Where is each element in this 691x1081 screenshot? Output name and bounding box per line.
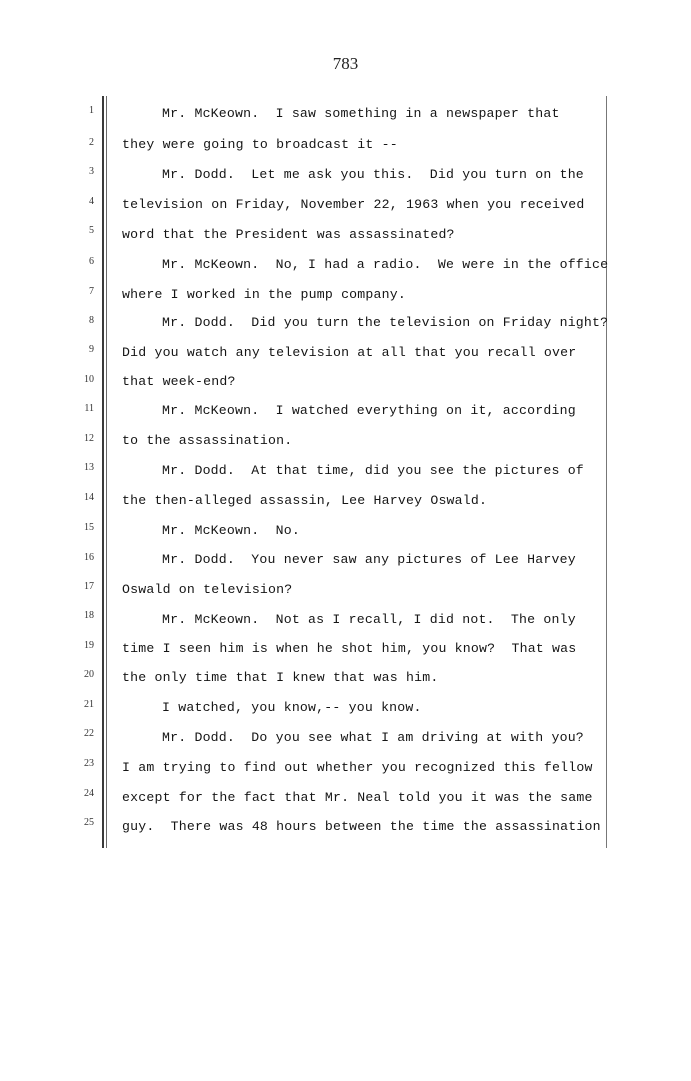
line-number: 3: [89, 166, 94, 177]
line-number: 19: [84, 640, 94, 651]
line-number: 22: [84, 728, 94, 739]
line-number: 1: [89, 105, 94, 116]
line-number: 24: [84, 788, 94, 799]
left-margin-rule: [102, 96, 104, 848]
transcript-line: the then-alleged assassin, Lee Harvey Oswald.: [122, 493, 488, 508]
line-number: 14: [84, 492, 94, 503]
transcript-line: to the assassination.: [122, 433, 293, 448]
right-margin-rule: [606, 96, 607, 848]
transcript-line: Did you watch any television at all that you recall over: [122, 345, 577, 360]
transcript-line: guy. There was 48 hours between the time the assassination: [122, 819, 601, 834]
transcript-line: television on Friday, November 22, 1963 when you received: [122, 197, 585, 212]
line-number: 25: [84, 817, 94, 828]
transcript-line: Mr. McKeown. No, I had a radio. We were in the office: [162, 257, 609, 272]
transcript-line: I am trying to find out whether you recognized this fellow: [122, 760, 593, 775]
transcript-line: Mr. Dodd. Do you see what I am driving at with you?: [162, 730, 584, 745]
line-number: 21: [84, 699, 94, 710]
left-margin-rule-inner: [106, 96, 107, 848]
transcript-line: Mr. Dodd. At that time, did you see the pictures of: [162, 463, 584, 478]
line-number: 2: [89, 137, 94, 148]
transcript-line: Mr. Dodd. You never saw any pictures of Lee Harvey: [162, 552, 576, 567]
transcript-line: Mr. McKeown. No.: [162, 523, 300, 538]
page-number: 783: [332, 54, 359, 73]
line-number: 13: [84, 462, 94, 473]
transcript-line: where I worked in the pump company.: [122, 287, 406, 302]
line-number: 17: [84, 581, 94, 592]
transcript-line: Mr. Dodd. Let me ask you this. Did you turn on the: [162, 167, 584, 182]
transcript-line: Mr. McKeown. I saw something in a newspaper that: [162, 106, 560, 121]
transcript-line: time I seen him is when he shot him, you know? That was: [122, 641, 577, 656]
line-number: 7: [89, 286, 94, 297]
line-number: 20: [84, 669, 94, 680]
line-number: 10: [84, 374, 94, 385]
transcript-line: word that the President was assassinated?: [122, 227, 455, 242]
line-number: 4: [89, 196, 94, 207]
line-number: 18: [84, 610, 94, 621]
line-number: 6: [89, 256, 94, 267]
transcript-line: Mr. Dodd. Did you turn the television on Friday night?: [162, 315, 609, 330]
line-number: 9: [89, 344, 94, 355]
line-number: 15: [84, 522, 94, 533]
line-number: 12: [84, 433, 94, 444]
transcript-line: they were going to broadcast it --: [122, 137, 398, 152]
transcript-line: except for the fact that Mr. Neal told you it was the same: [122, 790, 593, 805]
line-number: 5: [89, 225, 94, 236]
transcript-line: that week-end?: [122, 374, 236, 389]
transcript-line: I watched, you know,-- you know.: [162, 700, 422, 715]
line-number: 23: [84, 758, 94, 769]
transcript-line: Mr. McKeown. I watched everything on it, according: [162, 403, 576, 418]
transcript-line: the only time that I knew that was him.: [122, 670, 439, 685]
transcript-line: Mr. McKeown. Not as I recall, I did not. The only: [162, 612, 576, 627]
transcript-line: Oswald on television?: [122, 582, 293, 597]
line-number: 16: [84, 552, 94, 563]
line-number: 8: [89, 315, 94, 326]
line-number: 11: [84, 403, 94, 414]
